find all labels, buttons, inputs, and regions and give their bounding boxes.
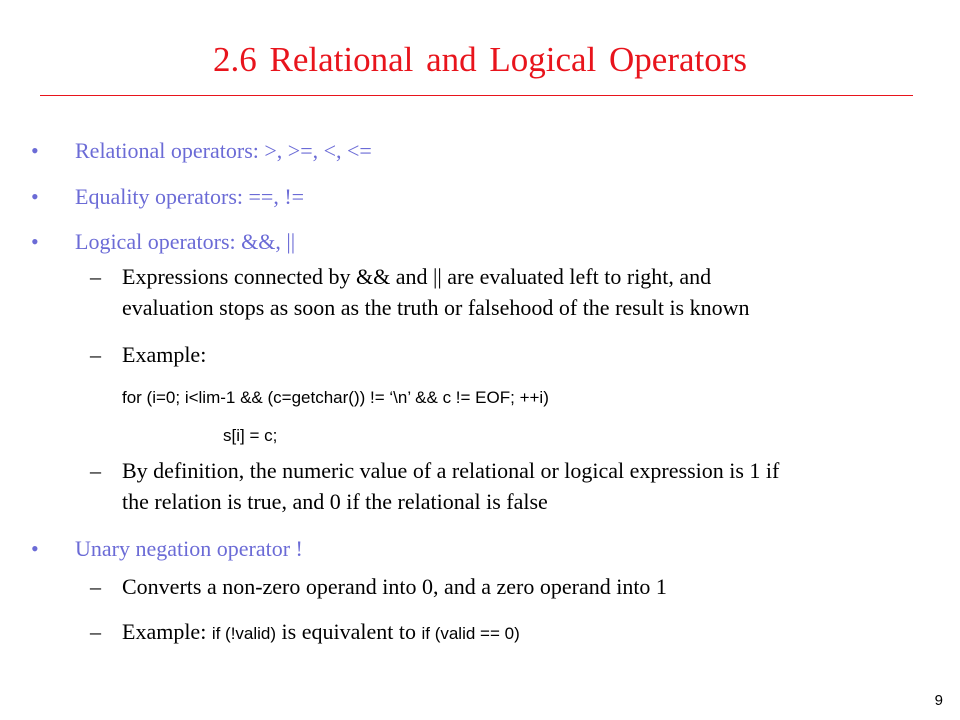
sub-unary-example: [122, 617, 520, 649]
bullet-marker: •: [31, 184, 39, 209]
bullet-equality: Equality operators: ==, !=: [75, 184, 305, 209]
sub-definition-line2: the relation is true, and 0 if the relational is false: [122, 489, 548, 514]
bullet-relational: Relational operators: >, >=, <, <=: [75, 138, 372, 163]
unary-example-code2: if (valid == 0): [421, 624, 520, 643]
bullet-logical: Logical operators: &&, ||: [75, 229, 296, 254]
code-line-assign: s[i] = c;: [223, 426, 278, 445]
sub-example-label: Example:: [122, 342, 207, 367]
slide-title: 2.6 Relational and Logical Operators: [212, 40, 748, 79]
unary-example-mid: is equivalent to: [276, 619, 422, 644]
page-number: 9: [934, 692, 943, 709]
title-rule: [40, 95, 913, 96]
code-line-for: for (i=0; i<lim-1 && (c=getchar()) != ‘\n’ && c != EOF; ++i): [122, 388, 549, 407]
dash-marker: –: [90, 458, 101, 483]
bullet-marker: •: [31, 229, 39, 254]
sub-definition-line1: By definition, the numeric value of a relational or logical expression is 1 if: [122, 458, 780, 483]
bullet-marker: •: [31, 536, 39, 561]
unary-example-prefix: Example:: [122, 619, 212, 644]
dash-marker: –: [90, 342, 101, 367]
unary-example-code1: if (!valid): [211, 624, 277, 643]
sub-short-circuit-line2: evaluation stops as soon as the truth or falsehood of the result is known: [122, 295, 750, 320]
dash-marker: –: [90, 574, 101, 599]
bullet-marker: •: [31, 138, 39, 163]
dash-marker: –: [90, 619, 101, 644]
dash-marker: –: [90, 264, 101, 289]
sub-short-circuit-line1: Expressions connected by && and || are evaluated left to right, and: [122, 264, 712, 289]
bullet-unary: Unary negation operator !: [75, 536, 303, 561]
sub-converts: Converts a non-zero operand into 0, and a zero operand into 1: [122, 574, 667, 599]
